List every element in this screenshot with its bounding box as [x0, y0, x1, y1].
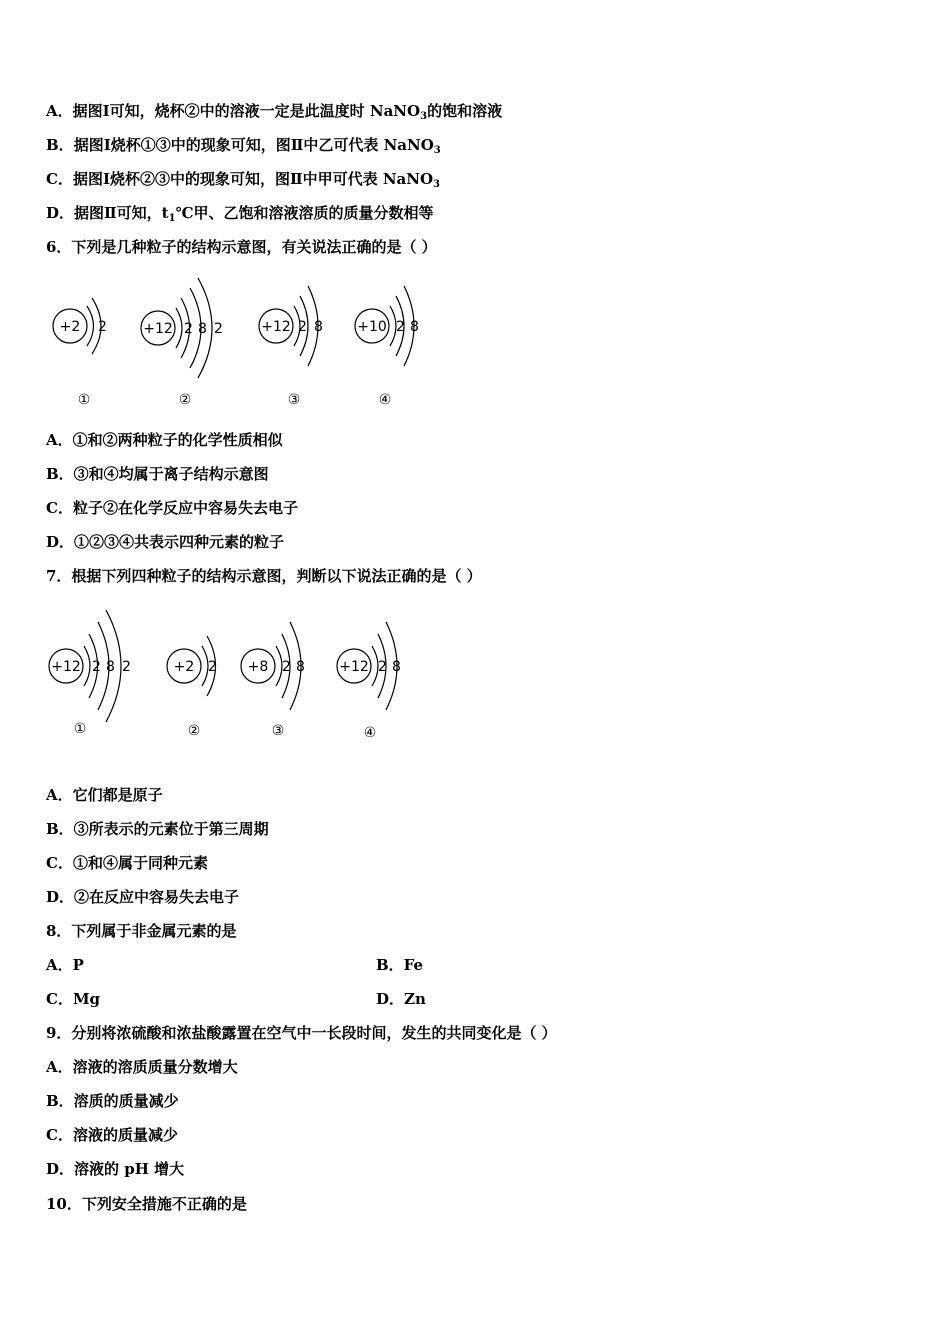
q7-p3-nucleus: +8: [247, 659, 269, 675]
q7-option-c: C．①和④属于同种元素: [46, 854, 208, 872]
q8-option-b: B．Fe: [376, 956, 424, 974]
q7-p1-shell-1: 2: [92, 659, 101, 675]
q6-p4-shell-1: 2: [396, 319, 405, 335]
q8-stem: 8．下列属于非金属元素的是: [46, 922, 237, 940]
q7-option-a: A．它们都是原子: [46, 786, 163, 804]
q7-p3-shell-1: 2: [282, 659, 291, 675]
q7-p1-label: ①: [73, 721, 87, 737]
q8-option-a: A．P: [46, 956, 84, 974]
q7-p1-shell-2: 8: [106, 659, 115, 675]
q6-p3-label: ③: [287, 392, 301, 408]
q6-p2-shell-arc: [176, 308, 182, 348]
q8-option-c: C．Mg: [46, 990, 101, 1008]
q6-option-d: D．①②③④共表示四种元素的粒子: [46, 533, 285, 551]
q5-option-d: D．据图Ⅱ可知，$t_1℃$甲、乙饱和溶液溶质的质量分数相等: [46, 204, 434, 224]
q6-stem: 6．下列是几种粒子的结构示意图，有关说法正确的是（ ）: [46, 238, 437, 256]
q7-p1-shell-arc: [84, 646, 90, 686]
q9-stem: 9．分别将浓硫酸和浓盐酸露置在空气中一长段时间，发生的共同变化是（ ）: [46, 1024, 557, 1042]
q9-option-a: A．溶液的溶质质量分数增大: [46, 1058, 238, 1076]
q6-option-c: C．粒子②在化学反应中容易失去电子: [46, 499, 298, 517]
q9-option-c: C．溶液的质量减少: [46, 1126, 178, 1144]
q7-p1-shell-3: 2: [122, 659, 131, 675]
q6-p2-shell-3: 2: [214, 321, 223, 337]
q7-p4-shell-1: 2: [378, 659, 387, 675]
q6-p2-nucleus: +12: [143, 321, 173, 337]
q5-option-c: C．据图Ⅰ烧杯②③中的现象可知，图Ⅱ中甲可代表 NaNO$_3$: [46, 170, 441, 190]
q6-p1-label: ①: [77, 392, 91, 408]
q7-p4-label: ④: [363, 725, 377, 741]
q7-p2-shell-1: 2: [208, 659, 217, 675]
q6-p2-shell-2: 8: [198, 321, 207, 337]
q7-p2-nucleus: +2: [173, 659, 195, 675]
q5-option-b: B．据图Ⅰ烧杯①③中的现象可知，图Ⅱ中乙可代表 NaNO$_3$: [46, 136, 441, 156]
q6-option-b: B．③和④均属于离子结构示意图: [46, 465, 269, 483]
q6-option-a: A．①和②两种粒子的化学性质相似: [46, 431, 283, 449]
q7-option-d: D．②在反应中容易失去电子: [46, 888, 240, 906]
q6-p3-shell-2: 8: [314, 319, 323, 335]
q6-p2-shell-1: 2: [184, 321, 193, 337]
q9-option-d: D．溶液的 pH 增大: [46, 1160, 185, 1178]
q7-option-b: B．③所表示的元素位于第三周期: [46, 820, 269, 838]
q9-option-b: B．溶质的质量减少: [46, 1092, 179, 1110]
q7-p2-label: ②: [187, 723, 201, 739]
q7-p4-shell-2: 8: [392, 659, 401, 675]
q7-p3-shell-2: 8: [296, 659, 305, 675]
q5-option-a: A．据图Ⅰ可知，烧杯②中的溶液一定是此温度时 NaNO$_3$的饱和溶液: [46, 102, 503, 122]
q6-p1-shell-1: 2: [98, 319, 107, 335]
q7-diagram: [36, 604, 456, 749]
q6-p3-shell-1: 2: [298, 319, 307, 335]
q7-p3-label: ③: [271, 723, 285, 739]
q6-p4-shell-2: 8: [410, 319, 419, 335]
q6-p1-shell-arc: [87, 306, 94, 346]
q6-p4-nucleus: +10: [357, 319, 387, 335]
q6-diagram: [40, 272, 460, 412]
q7-stem: 7．根据下列四种粒子的结构示意图，判断以下说法正确的是（ ）: [46, 567, 482, 585]
q6-p1-nucleus: +2: [59, 319, 81, 335]
q10-stem: 10．下列安全措施不正确的是: [46, 1195, 247, 1213]
q6-p2-label: ②: [178, 392, 192, 408]
q6-p3-nucleus: +12: [261, 319, 291, 335]
q6-p4-label: ④: [378, 392, 392, 408]
q7-p4-nucleus: +12: [339, 659, 369, 675]
q7-p1-nucleus: +12: [51, 659, 81, 675]
q8-option-d: D．Zn: [376, 990, 426, 1008]
